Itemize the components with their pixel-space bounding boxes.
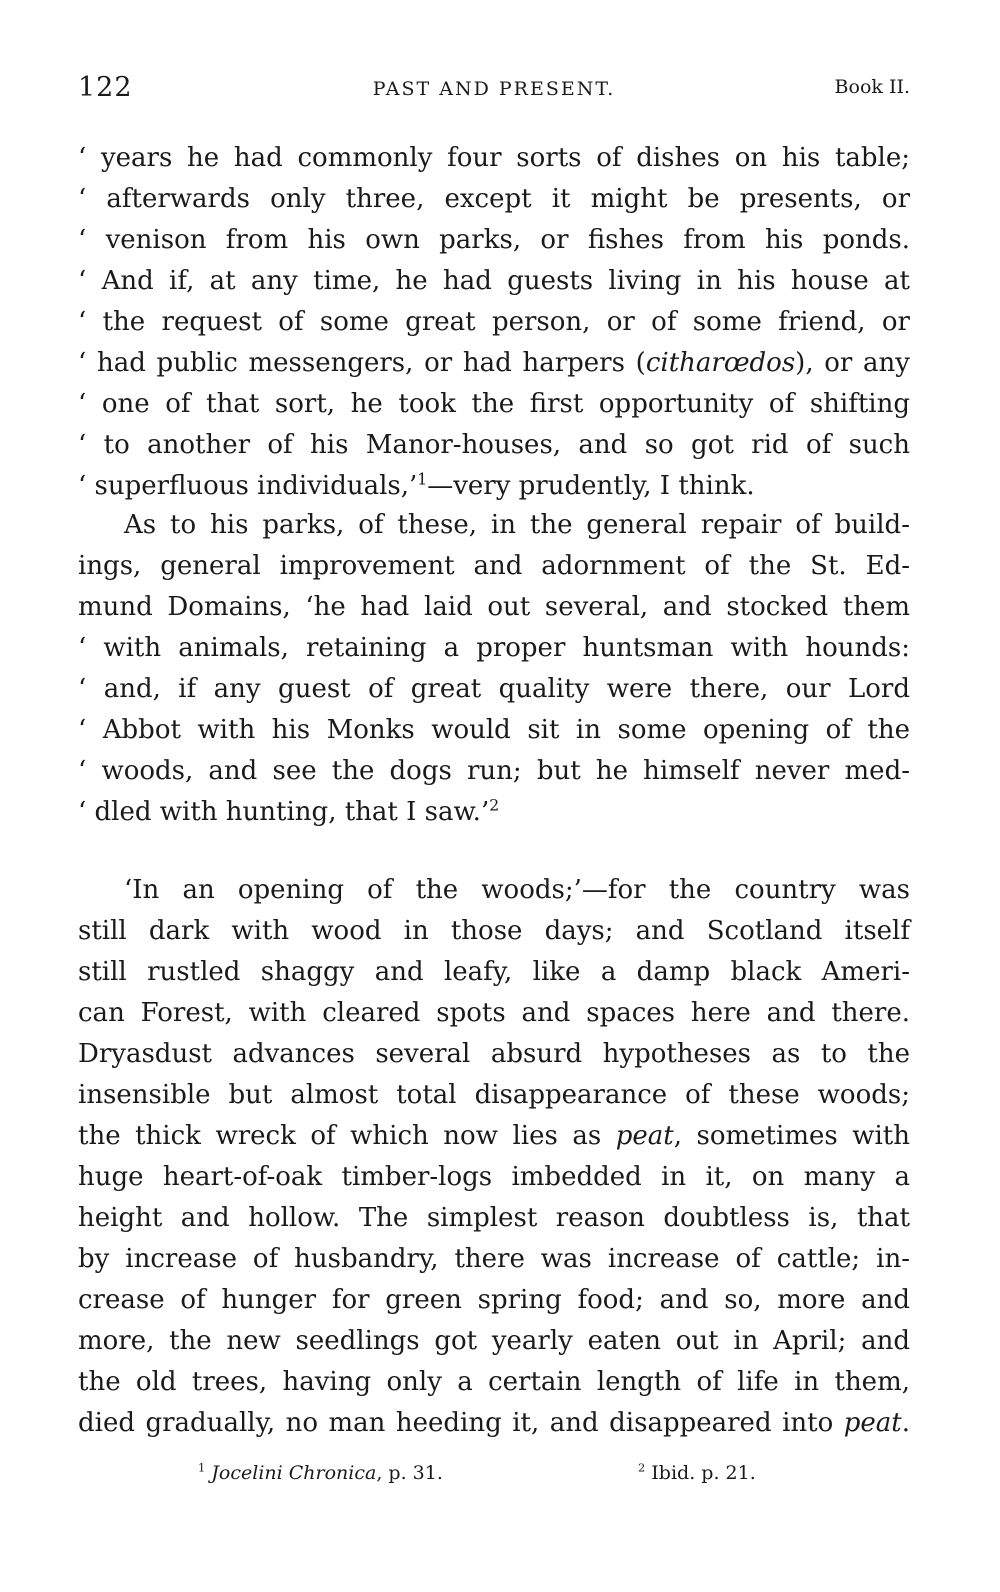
text-line: height and hollow. The simplest reason doubtless is, that: [78, 1203, 910, 1233]
text-line: can Forest, with cleared spots and spaces here and there.: [78, 998, 910, 1028]
text-span: ‘ superfluous individuals,’: [78, 471, 418, 501]
text-span: .: [901, 1408, 910, 1438]
text-line: ‘ venison from his own parks, or fishes from his ponds.: [78, 225, 910, 255]
text-line: ‘ and, if any guest of great quality were there, our Lord: [78, 674, 910, 704]
text-line: ‘ And if, at any time, he had guests living in his house at: [78, 266, 910, 296]
paragraph-1: [78, 138, 910, 507]
text-line: crease of hunger for green spring food; and so, more and: [78, 1285, 910, 1315]
footnotes: [78, 1462, 910, 1492]
text-line: mund Domains, ‘he had laid out several, and stocked them: [78, 592, 910, 622]
text-line: still dark with wood in those days; and Scotland itself: [78, 916, 910, 946]
text-line: [78, 1403, 910, 1444]
text-line: insensible but almost total disappearance of these woods;: [78, 1080, 910, 1110]
paragraph-2: [78, 505, 910, 833]
text-span: ), or any: [795, 348, 910, 378]
italic-term: citharœdos: [645, 348, 796, 378]
footnote-marker: 2: [638, 1460, 646, 1475]
footnote-text: , p. 31.: [376, 1462, 443, 1484]
text-line: ‘ afterwards only three, except it might be presents, or: [78, 184, 910, 214]
text-span: ‘ had public messengers, or had harpers: [78, 348, 636, 378]
running-title: PAST AND PRESENT.: [372, 78, 616, 100]
text-line: ‘ years he had commonly four sorts of dishes on his table;: [78, 143, 910, 173]
text-line: [78, 466, 910, 507]
text-line: [78, 1116, 910, 1157]
text-line: ‘ woods, and see the dogs run; but he himself never med-: [78, 756, 910, 786]
text-span: the thick wreck of which now lies as: [78, 1121, 616, 1151]
italic-peat: peat: [843, 1408, 902, 1438]
paragraph-3: [78, 870, 910, 1444]
footnote-ref-1: 1: [417, 470, 428, 489]
text-span: died gradually, no man heeding it, and disappeared into: [78, 1408, 844, 1438]
text-line: ings, general improvement and adornment of the St. Ed-: [78, 551, 910, 581]
footnote-2: [638, 1462, 756, 1484]
text-line: more, the new seedlings got yearly eaten out in April; and: [78, 1326, 910, 1356]
text-line: ‘ Abbot with his Monks would sit in some opening of the: [78, 715, 910, 745]
italic-peat: peat: [615, 1121, 674, 1151]
text-line: [78, 343, 910, 384]
page-header: [78, 72, 910, 112]
text-line: ‘ one of that sort, he took the first opportunity of shifting: [78, 389, 910, 419]
footnote-text: Ibid. p. 21.: [645, 1462, 756, 1484]
text-line: ‘ with animals, retaining a proper huntsman with hounds:: [78, 633, 910, 663]
text-line: ‘ the request of some great person, or of some friend, or: [78, 307, 910, 337]
text-line: still rustled shaggy and leafy, like a damp black Ameri-: [78, 957, 910, 987]
footnote-title: Jocelini Chronica: [211, 1462, 377, 1484]
text-span: ‘ dled with hunting, that I saw.’: [78, 797, 490, 827]
text-span: , sometimes with: [673, 1121, 910, 1151]
footnote-ref-2: 2: [489, 796, 500, 815]
footnote-1: [198, 1462, 443, 1484]
text-line: [78, 792, 910, 833]
book-label: Book II.: [834, 76, 910, 98]
text-line: the old trees, having only a certain length of life in them,: [78, 1367, 910, 1397]
footnote-marker: 1: [198, 1460, 206, 1475]
page-number: 122: [78, 72, 133, 103]
open-paren: (: [635, 348, 646, 378]
text-line: Dryasdust advances several absurd hypotheses as to the: [78, 1039, 910, 1069]
text-line: ‘In an opening of the woods;’—for the country was: [124, 875, 910, 905]
text-line: by increase of husbandry, there was increase of cattle; in-: [78, 1244, 910, 1274]
text-line: As to his parks, of these, in the general repair of build-: [124, 510, 910, 540]
text-line: ‘ to another of his Manor-houses, and so got rid of such: [78, 430, 910, 460]
text-line: huge heart-of-oak timber-logs imbedded in it, on many a: [78, 1162, 910, 1192]
text-span: —very prudently, I think.: [427, 471, 755, 501]
